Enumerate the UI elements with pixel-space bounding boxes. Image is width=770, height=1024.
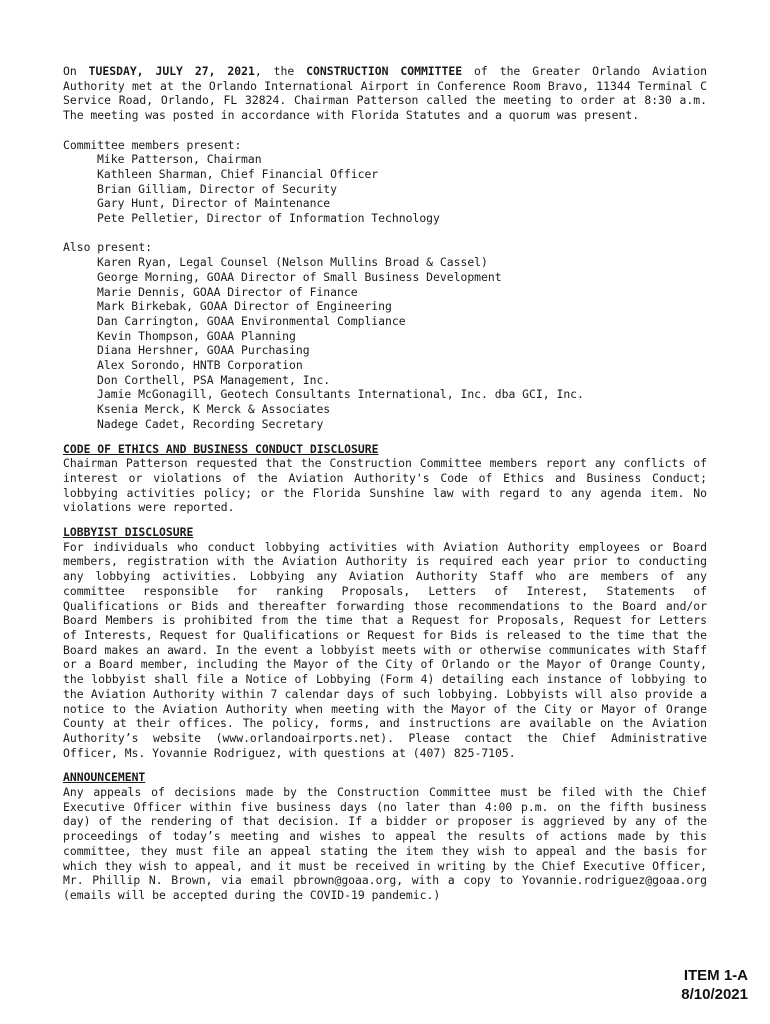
attendee-item: Jamie McGonagill, Geotech Consultants International, Inc. dba GCI, Inc. (97, 387, 584, 402)
also-present-list (63, 255, 707, 431)
member-item: Pete Pelletier, Director of Information Technology (97, 211, 440, 226)
attendee-item: Dan Carrington, GOAA Environmental Compliance (97, 313, 406, 328)
item-stamp (681, 966, 748, 1004)
attendee-item: Kevin Thompson, GOAA Planning (97, 328, 296, 343)
announcement-body: Any appeals of decisions made by the Construction Committee must be filed with the Chief Executive Officer within five business days (no later than 4:00 p.m. on the fifth business day) of the rendering of that decision. If a bidder or proposer is aggrieved by any of the proceedings of today’s meeting and wishes to appeal the results of actions made by this committee, they must file an appeal stating the item they wish to appeal and the basis for which they wish to appeal, and it must be received in writing by the Chief Executive Officer, Mr. Phillip N. Brown, via email pbrown@goaa.org, with a copy to Yovannie.rodriguez@goaa.org (emails will be accepted during the COVID-19 pandemic.) (63, 785, 707, 902)
attendee-item: Marie Dennis, GOAA Director of Finance (97, 284, 358, 299)
member-item: Brian Gilliam, Director of Security (97, 181, 338, 196)
attendee-item: Alex Sorondo, HNTB Corporation (97, 358, 303, 373)
attendee-item: Nadege Cadet, Recording Secretary (97, 416, 324, 431)
minutes-document (63, 64, 707, 903)
attendee-item: George Morning, GOAA Director of Small Business Development (97, 269, 502, 284)
announcement-heading: ANNOUNCEMENT (63, 770, 146, 785)
also-present-label: Also present: (63, 240, 153, 255)
members-list (63, 152, 707, 226)
member-item: Kathleen Sharman, Chief Financial Officer (97, 166, 379, 181)
committee-name: CONSTRUCTION COMMITTEE (306, 64, 463, 78)
member-item: Gary Hunt, Director of Maintenance (97, 196, 331, 211)
ethics-heading: CODE OF ETHICS AND BUSINESS CONDUCT DISCLOSURE (63, 441, 379, 456)
intro-part2: , the (254, 64, 307, 78)
item-number: ITEM 1-A (683, 967, 748, 984)
intro-part3: of the Greater Orlando Aviation Authority met at the Orlando International Airport in Conference Room Bravo, 11344 Terminal C Service Road, Orlando, FL 32824. Chairman Patterson called the meeting to order at 8:30 a.m. The meeting was posted in accordance with Florida Statutes and a quorum was present. (63, 64, 707, 123)
ethics-body: Chairman Patterson requested that the Construction Committee members report any conflicts of interest or violations of the Aviation Authority's Code of Ethics and Business Conduct; lobbying activities policy; or the Florida Sunshine law with regard to any agenda item. No violations were reported. (63, 456, 707, 515)
members-label: Committee members present: (63, 137, 242, 152)
attendee-item: Karen Ryan, Legal Counsel (Nelson Mullins Broad & Cassel) (97, 255, 488, 270)
intro-paragraph (63, 64, 707, 123)
attendee-item: Ksenia Merck, K Merck & Associates (97, 402, 331, 417)
meeting-date: TUESDAY, JULY 27, 2021 (88, 64, 255, 78)
attendee-item: Mark Birkebak, GOAA Director of Engineering (97, 299, 392, 314)
intro-part1: On (63, 64, 89, 78)
item-date: 8/10/2021 (681, 986, 748, 1003)
attendee-item: Diana Hershner, GOAA Purchasing (97, 343, 310, 358)
lobbyist-body: For individuals who conduct lobbying activities with Aviation Authority employees or Board members, registration with the Aviation Authority is required each year prior to conducting any lobbying activities. Lobbying any Aviation Authority Staff who are members of any committee responsible for ranking Proposals, Letters of Interest, Statements of Qualifications or Bids and thereafter forwarding those recommendations to the Board and/or Board Members is prohibited from the time that a Request for Proposals, Request for Letters of Interests, Request for Qualifications or Request for Bids is released to the time that the Board makes an award. In the event a lobbyist meets with or otherwise communicates with Staff or a Board member, including the Mayor of the City of Orlando or the Mayor of Orange County, the lobbyist shall file a Notice of Lobbying (Form 4) detailing each instance of lobbying to the Aviation Authority within 7 calendar days of such lobbying. Lobbyists will also provide a notice to the Aviation Authority when meeting with the Mayor of the City or Mayor of Orange County at their offices. The policy, forms, and instructions are available on the Aviation Authority’s website (www.orlandoairports.net). Please contact the Chief Administrative Officer, Ms. Yovannie Rodriguez, with questions at (407) 825-7105. (63, 539, 707, 760)
attendee-item: Don Corthell, PSA Management, Inc. (97, 372, 331, 387)
lobbyist-heading: LOBBYIST DISCLOSURE (63, 525, 194, 540)
member-item: Mike Patterson, Chairman (97, 152, 262, 167)
